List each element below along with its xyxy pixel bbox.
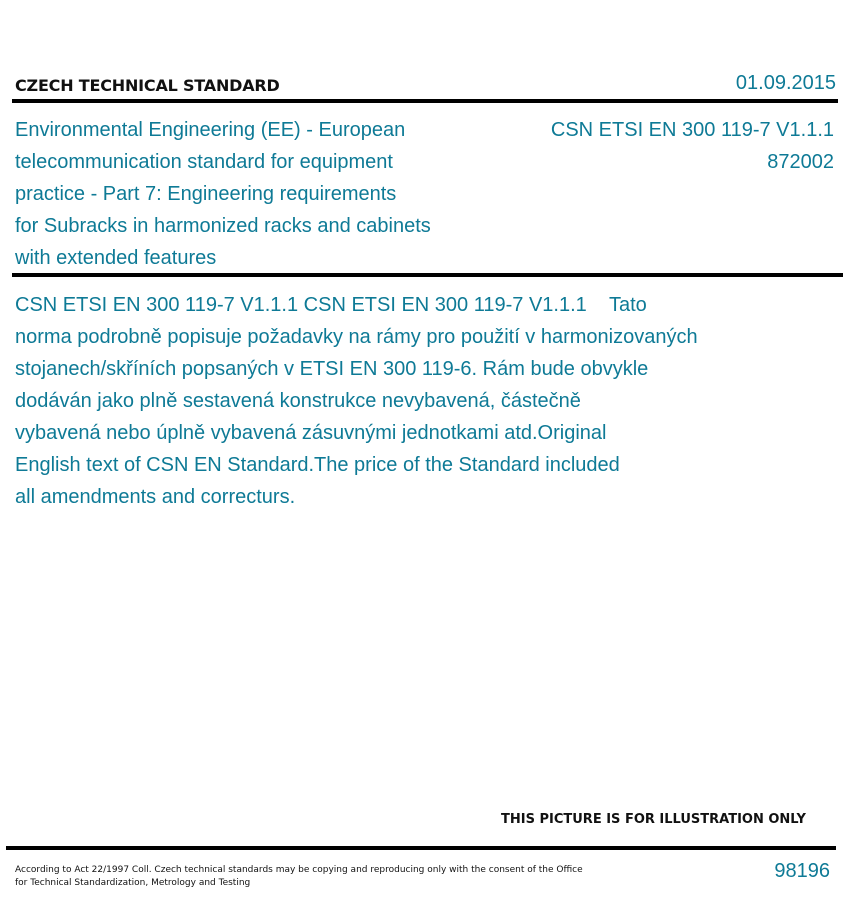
standard-title xyxy=(15,114,485,274)
legal-notice xyxy=(15,864,583,890)
title-line: telecommunication standard for equipment xyxy=(15,151,393,173)
class-number: 872002 xyxy=(767,151,834,173)
description-line: stojanech/skříních popsaných v ETSI EN 300 119-6. Rám bude obvykle xyxy=(15,358,649,380)
legal-line: According to Act 22/1997 Coll. Czech technical standards may be copying and reproducing only with the consent of the Office xyxy=(15,865,583,875)
description-line: all amendments and correcturs. xyxy=(15,486,296,508)
standard-identifiers xyxy=(551,114,834,178)
publication-date: 01.09.2015 xyxy=(735,72,836,94)
title-line: Environmental Engineering (EE) - European xyxy=(15,119,406,141)
description-line: vybavená nebo úplně vybavená zásuvnými jednotkami atd.Original xyxy=(15,422,607,444)
title-line: practice - Part 7: Engineering requirements xyxy=(15,183,397,205)
standard-code: CSN ETSI EN 300 119-7 V1.1.1 xyxy=(550,119,834,141)
title-line: for Subracks in harmonized racks and cabinets xyxy=(15,215,431,237)
header-divider xyxy=(12,99,838,103)
description-line: English text of CSN EN Standard.The price of the Standard included xyxy=(15,454,620,476)
title-line: with extended features xyxy=(15,247,217,269)
description-line: dodáván jako plně sestavená konstrukce nevybavená, částečně xyxy=(15,390,581,412)
illustration-note: THIS PICTURE IS FOR ILLUSTRATION ONLY xyxy=(501,812,806,827)
title-divider xyxy=(12,273,843,277)
legal-line: for Technical Standardization, Metrology and Testing xyxy=(15,878,251,888)
footer-divider xyxy=(6,846,836,850)
description-line: norma podrobně popisuje požadavky na rámy pro použití v harmonizovaných xyxy=(15,326,698,348)
catalog-number: 98196 xyxy=(774,860,830,882)
standard-description xyxy=(15,289,815,513)
description-line: CSN ETSI EN 300 119-7 V1.1.1 CSN ETSI EN 300 119-7 V1.1.1 Tato xyxy=(15,294,647,316)
document-type-heading: CZECH TECHNICAL STANDARD xyxy=(15,76,280,95)
